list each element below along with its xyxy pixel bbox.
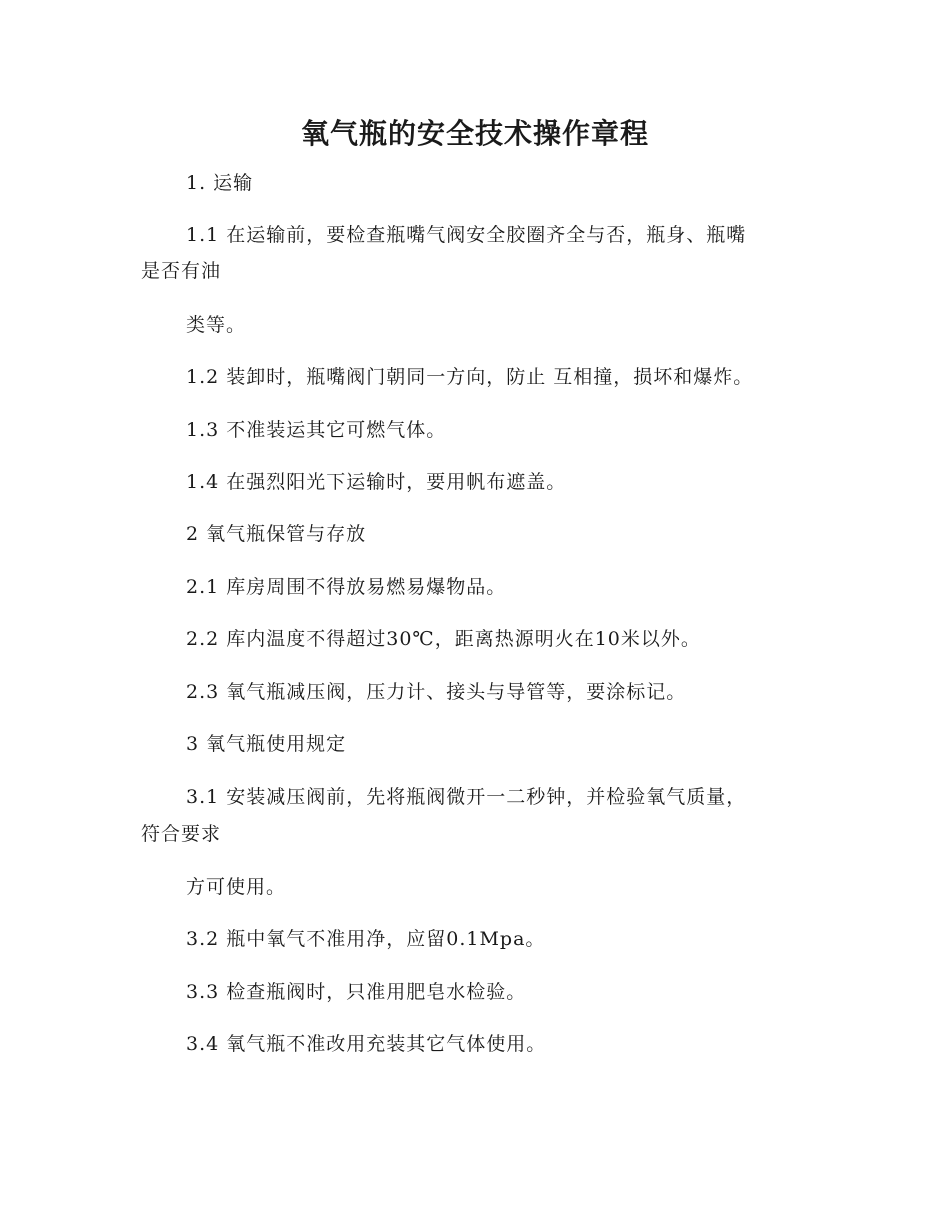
paragraph-1-3: 1.3 不准装运其它可燃气体。 [186,419,447,441]
paragraph-2-3: 2.3 氧气瓶减压阀，压力计、接头与导管等，要涂标记。 [186,681,687,703]
section-heading-3: 3 氧气瓶使用规定 [186,733,347,755]
paragraph-3-1: 3.1 安装减压阀前，先将瓶阀微开一二秒钟，并检验氧气质量， [186,786,747,808]
paragraph-3-1-continued: 符合要求 [141,823,222,845]
paragraph-2-1: 2.1 库房周围不得放易燃易爆物品。 [186,576,507,598]
paragraph-2-2: 2.2 库内温度不得超过30℃，距离热源明火在10米以外。 [186,628,701,650]
section-heading-1: 1. 运输 [186,172,254,194]
paragraph-3-2: 3.2 瓶中氧气不准用净，应留0.1Mpa。 [186,928,546,950]
paragraph-1-1-continued: 是否有油 [141,260,222,282]
paragraph-1-1: 1.1 在运输前，要检查瓶嘴气阀安全胶圈齐全与否，瓶身、瓶嘴 [186,224,747,246]
paragraph-3-1-tail: 方可使用。 [186,876,287,898]
document-title: 氧气瓶的安全技术操作章程 [300,117,649,150]
paragraph-1-4: 1.4 在强烈阳光下运输时，要用帆布遮盖。 [186,471,567,493]
paragraph-3-3: 3.3 检查瓶阀时，只准用肥皂水检验。 [186,981,527,1003]
paragraph-1-2: 1.2 装卸时，瓶嘴阀门朝同一方向，防止 互相撞，损坏和爆炸。 [186,366,754,388]
section-heading-2: 2 氧气瓶保管与存放 [186,523,367,545]
paragraph-1-1-tail: 类等。 [186,314,247,336]
paragraph-3-4: 3.4 氧气瓶不准改用充装其它气体使用。 [186,1033,547,1055]
